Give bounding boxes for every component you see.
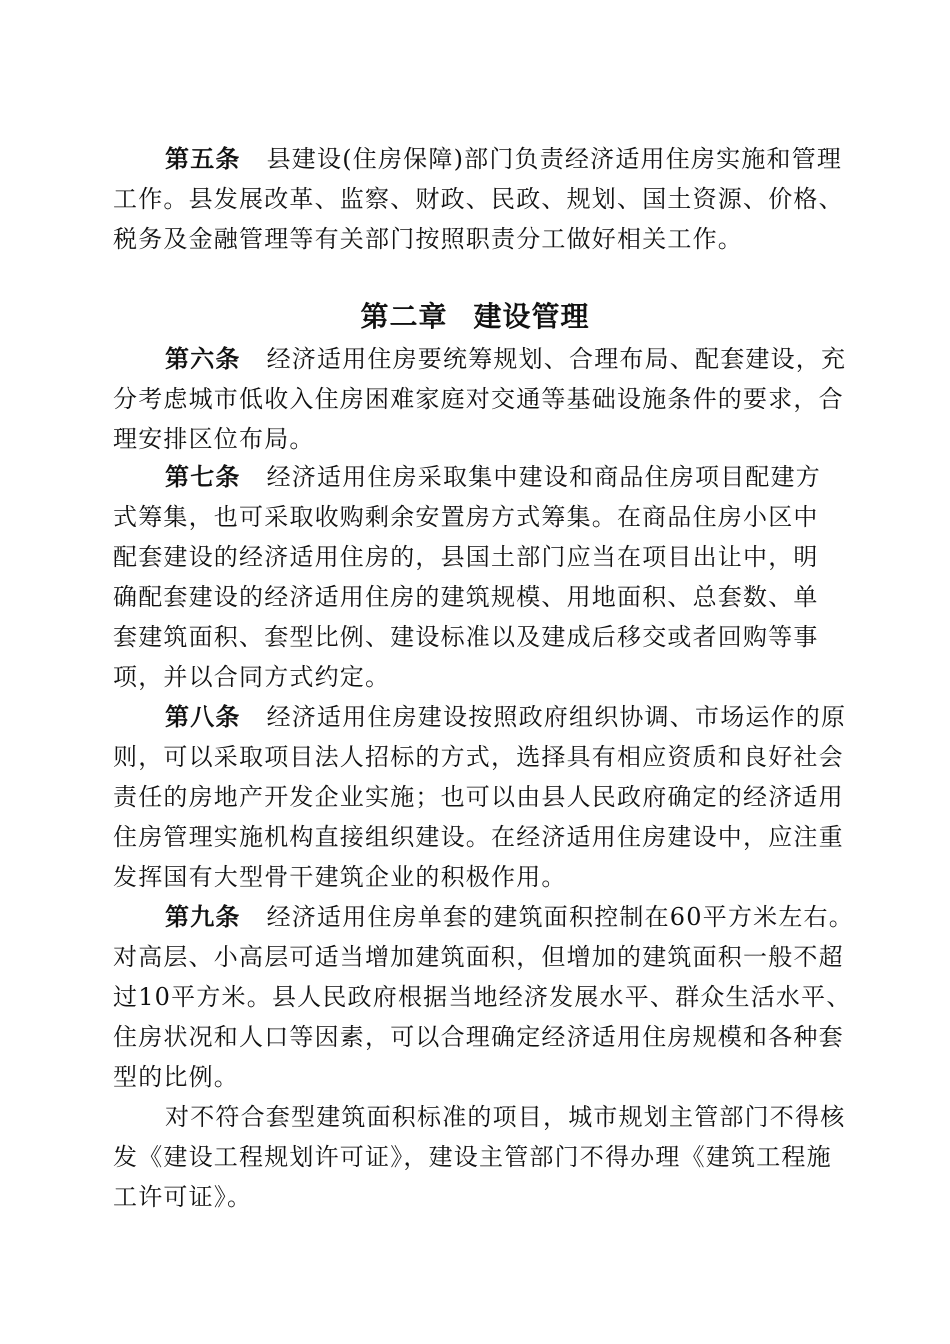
chapter-title: 建设管理: [473, 300, 590, 333]
article-5-label: 第五条: [165, 145, 241, 173]
article-7-line-4: 确配套建设的经济适用住房的建筑规模、用地面积、总套数、单: [113, 583, 819, 611]
chapter-number: 第二章: [360, 300, 448, 333]
closing-line-1: 对不符合套型建筑面积标准的项目，城市规划主管部门不得核: [165, 1103, 846, 1131]
article-6-label: 第六条: [165, 345, 241, 373]
article-9-line-2: 对高层、小高层可适当增加建筑面积，但增加的建筑面积一般不超: [113, 943, 844, 971]
article-9-label: 第九条: [165, 903, 241, 931]
article-6-line-3: 理安排区位布局。: [113, 425, 315, 453]
article-7-line-5: 套建筑面积、套型比例、建设标准以及建成后移交或者回购等事: [113, 623, 819, 651]
article-9-line-1: 第九条 经济适用住房单套的建筑面积控制在60平方米左右。: [165, 903, 854, 931]
article-8: [113, 697, 847, 897]
article-7-line-2: 式筹集，也可采取收购剩余安置房方式筹集。在商品住房小区中: [113, 503, 819, 531]
article-8-line-2: 则，可以采取项目法人招标的方式，选择具有相应资质和良好社会: [113, 743, 844, 771]
article-7-line-1: 第七条 经济适用住房采取集中建设和商品住房项目配建方: [165, 463, 822, 491]
article-6-line-1: 第六条 经济适用住房要统筹规划、合理布局、配套建设，充: [165, 345, 847, 373]
article-7-label: 第七条: [165, 463, 241, 491]
article-9-line-4: 住房状况和人口等因素，可以合理确定经济适用住房规模和各种套: [113, 1023, 844, 1051]
article-5-line-1: 第五条 县建设(住房保障)部门负责经济适用住房实施和管理: [165, 145, 843, 173]
article-5-line-2: 工作。县发展改革、监察、财政、民政、规划、国土资源、价格、: [113, 185, 844, 213]
article-9-line-5: 型的比例。: [113, 1063, 239, 1091]
article-7: [113, 457, 841, 697]
article-6-line-2: 分考虑城市低收入住房困难家庭对交通等基础设施条件的要求，合: [113, 385, 844, 413]
article-8-line-4: 住房管理实施机构直接组织建设。在经济适用住房建设中，应注重: [113, 823, 844, 851]
article-9-line-3: 过10平方米。县人民政府根据当地经济发展水平、群众生活水平、: [113, 983, 852, 1011]
article-8-label: 第八条: [165, 703, 241, 731]
closing-paragraph: [113, 1097, 846, 1217]
article-5-line-3: 税务及金融管理等有关部门按照职责分工做好相关工作。: [113, 225, 743, 253]
article-7-line-3: 配套建设的经济适用住房的，县国土部门应当在项目出让中，明: [113, 543, 819, 571]
article-8-line-5: 发挥国有大型骨干建筑企业的积极作用。: [113, 863, 567, 891]
article-8-line-3: 责任的房地产开发企业实施；也可以由县人民政府确定的经济适用: [113, 783, 844, 811]
article-8-line-1: 第八条 经济适用住房建设按照政府组织协调、市场运作的原: [165, 703, 847, 731]
article-5: [113, 139, 844, 259]
article-7-line-6: 项，并以合同方式约定。: [113, 663, 391, 691]
closing-line-3: 工许可证》。: [113, 1183, 253, 1211]
closing-line-2: 发《建设工程规划许可证》，建设主管部门不得办理《建筑工程施: [113, 1143, 832, 1171]
article-9: [113, 897, 854, 1097]
article-6: [113, 339, 847, 459]
chapter-heading: [0, 297, 950, 337]
